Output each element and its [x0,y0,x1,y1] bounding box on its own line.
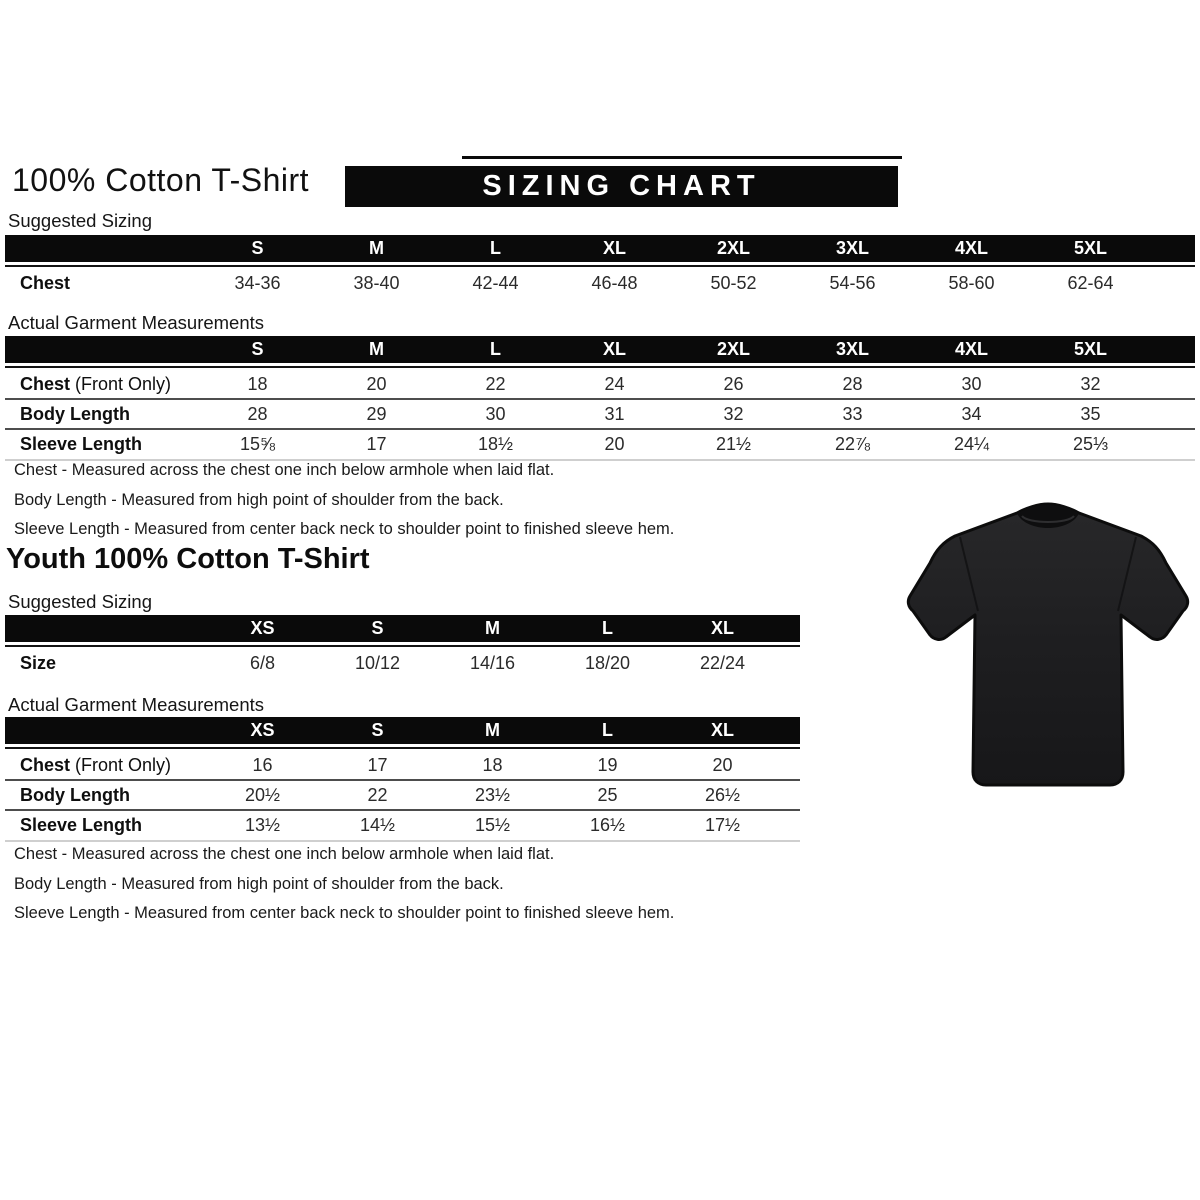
column-header-3xl: 3XL [835,238,869,258]
cell-value: 18 [482,754,503,775]
cell-value: 21½ [715,433,752,454]
column-header-s: S [251,238,264,258]
column-header-5xl: 5XL [1073,339,1107,359]
table-row-body-length [5,398,1195,428]
cell-value: 22 [367,784,388,805]
cell-value: 18½ [477,433,514,454]
column-header-2xl: 2XL [716,339,750,359]
row-label: Body Length [20,784,130,805]
row-label: Sleeve Length [20,433,143,454]
note-chest: Chest - Measured across the chest one inch below armhole when laid flat. [14,845,555,863]
cell-value: 28 [247,403,268,424]
column-header-4xl: 4XL [954,238,988,258]
column-header-xl: XL [602,238,626,258]
column-header-xl: XL [710,618,734,638]
table-row-chest [5,269,1195,297]
column-header-l: L [490,339,501,359]
cell-value: 26½ [704,784,741,805]
adult-measurement-rows [5,370,1195,458]
adult-measurement-notes [14,461,874,550]
youth-measurements-table [5,717,800,842]
note-body-length: Body Length - Measured from high point of shoulder from the back. [14,490,504,509]
adult-suggested-sizing-label: Suggested Sizing [8,210,152,231]
column-header-s: S [371,720,384,740]
youth-suggested-header-row [5,615,800,642]
youth-measurement-rows [5,751,800,839]
column-header-xl: XL [602,339,626,359]
adult-measurements-table [5,336,1195,461]
cell-value: 24¼ [953,433,990,454]
adult-actual-measurements-label: Actual Garment Measurements [8,312,265,333]
cell-value: 20 [604,433,625,454]
cell-value: 14/16 [469,652,516,673]
row-label: Chest (Front Only) [20,373,172,394]
column-header-2xl: 2XL [716,238,750,258]
cell-value: 24 [604,373,625,394]
cell-value: 54-56 [829,272,876,293]
cell-value: 30 [961,373,982,394]
sizing-chart-banner-label: SIZING CHART [482,170,761,202]
tshirt-body [908,504,1187,785]
youth-title: Youth 100% Cotton T-Shirt [6,543,370,575]
youth-actual-measurements-label: Actual Garment Measurements [8,694,265,715]
table-divider [5,645,800,647]
black-tshirt-image [898,486,1198,808]
cell-value: 32 [723,403,744,424]
cell-value: 16 [252,754,273,775]
column-header-xs: XS [250,618,275,638]
column-header-xl: XL [710,720,734,740]
banner-top-line [462,156,902,159]
cell-value: 42-44 [472,272,519,293]
column-header-s: S [251,339,264,359]
cell-value: 28 [842,373,863,394]
cell-value: 16½ [589,814,626,835]
cell-value: 58-60 [948,272,995,293]
cell-value: 10/12 [354,652,401,673]
cell-value: 25⅓ [1072,433,1109,454]
row-label: Chest [20,272,71,293]
sizing-chart-banner [345,166,898,207]
cell-value: 17 [366,433,387,454]
table-bottom-line [5,840,800,842]
cell-value: 18 [247,373,268,394]
column-header-m: M [369,238,384,258]
cell-value: 34-36 [234,272,281,293]
cell-value: 23½ [474,784,511,805]
column-header-m: M [369,339,384,359]
table-row-sleeve-length [5,428,1195,458]
row-label: Sleeve Length [20,814,143,835]
cell-value: 26 [723,373,744,394]
cell-value: 38-40 [353,272,400,293]
cell-value: 25 [597,784,618,805]
cell-value: 20 [712,754,733,775]
row-label: Chest (Front Only) [20,754,172,775]
cell-value: 19 [597,754,618,775]
adult-measurements-header-row [5,336,1195,363]
cell-value: 62-64 [1067,272,1114,293]
cell-value: 32 [1080,373,1101,394]
column-header-l: L [602,720,613,740]
cell-value: 22 [485,373,506,394]
cell-value: 18/20 [584,652,631,673]
cell-value: 13½ [244,814,281,835]
column-header-l: L [490,238,501,258]
row-label: Size [20,652,57,673]
cell-value: 35 [1080,403,1101,424]
column-header-m: M [485,720,500,740]
youth-measurements-header-row [5,717,800,744]
cell-value: 22⅞ [834,433,871,454]
youth-measurement-notes [14,845,874,934]
column-header-4xl: 4XL [954,339,988,359]
column-header-l: L [602,618,613,638]
note-sleeve-length: Sleeve Length - Measured from center back neck to shoulder point to finished sleeve hem. [14,904,675,922]
page-title: 100% Cotton T-Shirt [12,162,310,198]
cell-value: 29 [366,403,387,424]
cell-value: 14½ [359,814,396,835]
youth-suggested-sizing-label: Suggested Sizing [8,591,152,612]
cell-value: 20½ [244,784,281,805]
cell-value: 31 [604,403,625,424]
cell-value: 33 [842,403,863,424]
youth-suggested-sizing-table [5,615,800,677]
table-row-chest-front-only [5,370,1195,398]
table-row-sleeve-length [5,809,800,839]
cell-value: 20 [366,373,387,394]
cell-value: 34 [961,403,982,424]
column-header-m: M [485,618,500,638]
table-row-size [5,649,800,677]
column-header-s: S [371,618,384,638]
note-sleeve-length: Sleeve Length - Measured from center back neck to shoulder point to finished sleeve hem. [14,520,675,538]
row-label: Body Length [20,403,130,424]
table-divider [5,747,800,749]
table-divider [5,265,1195,267]
column-header-5xl: 5XL [1073,238,1107,258]
cell-value: 6/8 [249,652,276,673]
column-header-xs: XS [250,720,275,740]
cell-value: 15½ [474,814,511,835]
adult-suggested-header-row [5,235,1195,262]
note-body-length: Body Length - Measured from high point of shoulder from the back. [14,874,504,893]
adult-suggested-sizing-table [5,235,1195,297]
cell-value: 30 [485,403,506,424]
cell-value: 17 [367,754,388,775]
note-chest: Chest - Measured across the chest one inch below armhole when laid flat. [14,461,555,479]
cell-value: 50-52 [710,272,757,293]
column-header-3xl: 3XL [835,339,869,359]
table-divider [5,366,1195,368]
cell-value: 22/24 [699,652,746,673]
tshirt-svg [898,486,1198,808]
table-row-chest-front-only [5,751,800,779]
cell-value: 15⅝ [239,433,276,454]
table-row-body-length [5,779,800,809]
cell-value: 46-48 [591,272,638,293]
cell-value: 17½ [704,814,741,835]
